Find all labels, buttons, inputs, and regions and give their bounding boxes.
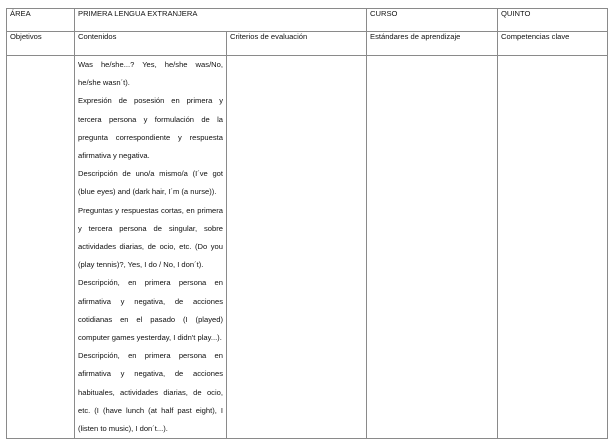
contents-paragraph: Preguntas y respuestas cortas, en primera y tercera persona de singular, sobre actividades diarias, de ocio, etc. (Do you (play tennis)?, Yes, I do / No, I don´t). [78, 205, 223, 270]
objectives-header: Objetivos [7, 32, 75, 56]
course-label-cell: CURSO [367, 9, 498, 32]
standards-header: Estándares de aprendizaje [367, 32, 498, 56]
contents-paragraph: Descripción, en primera persona en afirmativa y negativa, de acciones habituales, actividades diarias, de ocio, etc. (I (have lunch (at half past eight), I (listen to music), I don´t...). [78, 351, 223, 434]
contents-cell [75, 56, 227, 439]
criteria-cell [227, 56, 367, 439]
competences-header: Competencias clave [498, 32, 608, 56]
contents-paragraph: Expresión de posesión en primera y tercera persona y formulación de la pregunta correspondiente y respuesta afirmativa y negativa. [78, 96, 223, 161]
contents-header: Contenidos [75, 32, 227, 56]
standards-cell [367, 56, 498, 439]
criteria-header: Criterios de evaluación [227, 32, 367, 56]
curriculum-table [6, 8, 608, 439]
course-value-cell: QUINTO [498, 9, 608, 32]
column-header-row [7, 32, 608, 56]
contents-paragraph: Descripción de uno/a mismo/a (I´ve got (blue eyes) and (dark hair, I´m (a nurse)). [78, 169, 223, 197]
subject-cell: PRIMERA LENGUA EXTRANJERA [75, 9, 367, 32]
header-row [7, 9, 608, 32]
area-label-cell: ÁREA [7, 9, 75, 32]
content-row [7, 56, 608, 439]
contents-paragraph: Was he/she...? Yes, he/she was/No, he/she wasn´t). [78, 60, 223, 88]
competences-cell [498, 56, 608, 439]
objectives-cell [7, 56, 75, 439]
contents-paragraph: Descripción, en primera persona en afirmativa y negativa, de acciones cotidianas en el pasado (I (played) computer games yesterday, I didn't play...). [78, 278, 223, 343]
